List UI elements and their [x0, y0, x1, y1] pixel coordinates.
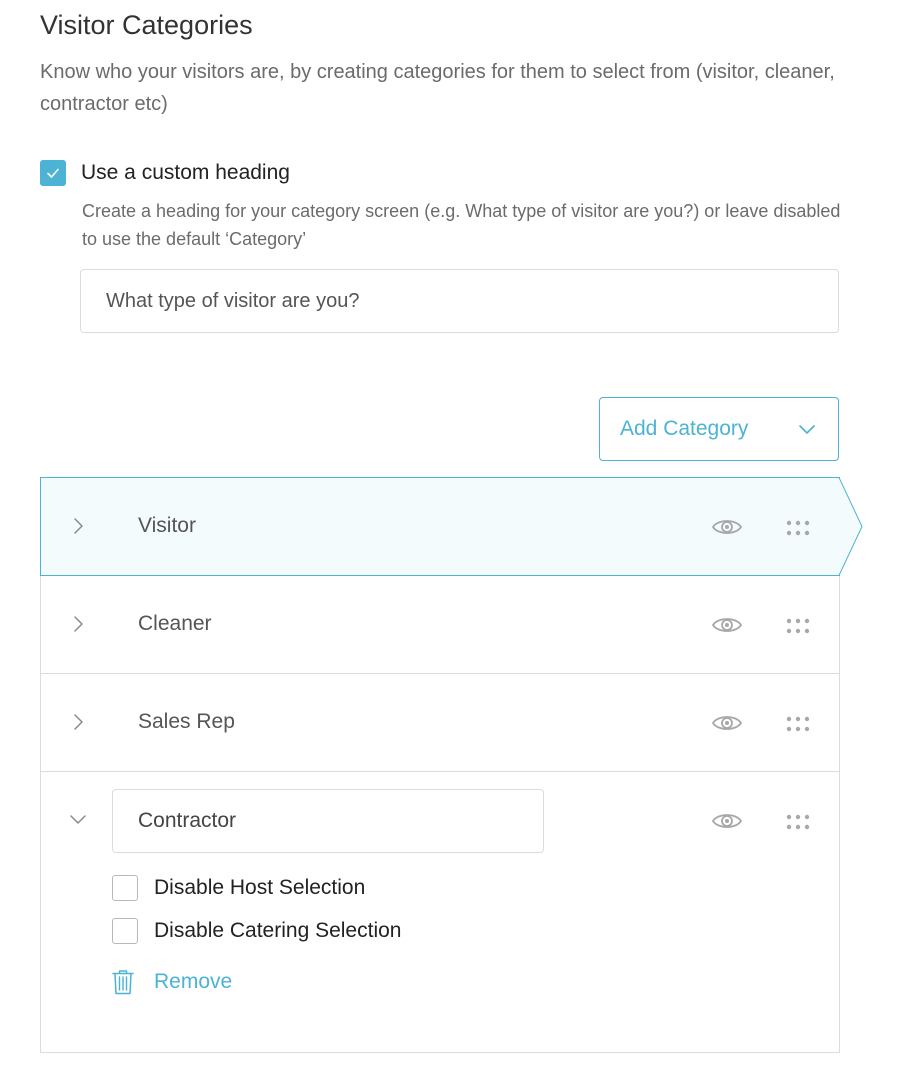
- chevron-right-icon[interactable]: [69, 517, 87, 535]
- drag-handle-icon[interactable]: [785, 520, 811, 536]
- remove-label: Remove: [154, 970, 233, 993]
- category-name: Visitor: [138, 514, 196, 537]
- custom-heading-input[interactable]: [80, 269, 839, 333]
- drag-handle-icon[interactable]: [785, 814, 811, 830]
- category-row-cleaner[interactable]: [40, 576, 840, 674]
- custom-heading-label: Use a custom heading: [81, 161, 290, 184]
- drag-handle-icon[interactable]: [785, 716, 811, 732]
- chevron-right-icon[interactable]: [69, 713, 87, 731]
- selected-indicator: [838, 477, 863, 576]
- disable-catering-selection-option[interactable]: [112, 918, 401, 944]
- disable-host-selection-checkbox[interactable]: [112, 875, 138, 901]
- disable-host-selection-option[interactable]: [112, 875, 365, 901]
- custom-heading-checkbox[interactable]: [40, 160, 66, 186]
- trash-icon: [112, 969, 134, 995]
- chevron-down-icon[interactable]: [69, 811, 87, 829]
- disable-catering-selection-checkbox[interactable]: [112, 918, 138, 944]
- add-category-button[interactable]: [599, 397, 839, 461]
- category-row-sales-rep[interactable]: [40, 674, 840, 772]
- page-title: Visitor Categories: [40, 10, 253, 40]
- category-name: Sales Rep: [138, 710, 235, 733]
- eye-icon[interactable]: [711, 711, 743, 735]
- drag-handle-icon[interactable]: [785, 618, 811, 634]
- remove-category-button[interactable]: [112, 969, 232, 995]
- custom-heading-toggle[interactable]: [40, 160, 290, 186]
- category-row-visitor[interactable]: [40, 477, 840, 576]
- option-label: Disable Host Selection: [154, 876, 366, 899]
- eye-icon[interactable]: [711, 613, 743, 637]
- check-icon: [45, 165, 61, 181]
- option-label: Disable Catering Selection: [154, 919, 402, 942]
- section-description: Know who your visitors are, by creating categories for them to select from (visitor, cleaner, contractor etc): [40, 61, 835, 115]
- chevron-right-icon[interactable]: [69, 615, 87, 633]
- category-name: Cleaner: [138, 612, 212, 635]
- category-row-contractor: [40, 772, 840, 1053]
- add-category-label: Add Category: [620, 417, 749, 440]
- category-name-input[interactable]: [112, 789, 544, 853]
- category-list: [40, 477, 840, 1053]
- eye-icon[interactable]: [711, 515, 743, 539]
- eye-icon[interactable]: [711, 809, 743, 833]
- custom-heading-help: Create a heading for your category screen (e.g. What type of visitor are you?) or leave disabled to use the default ‘Category’: [82, 201, 841, 249]
- chevron-down-icon: [798, 423, 816, 435]
